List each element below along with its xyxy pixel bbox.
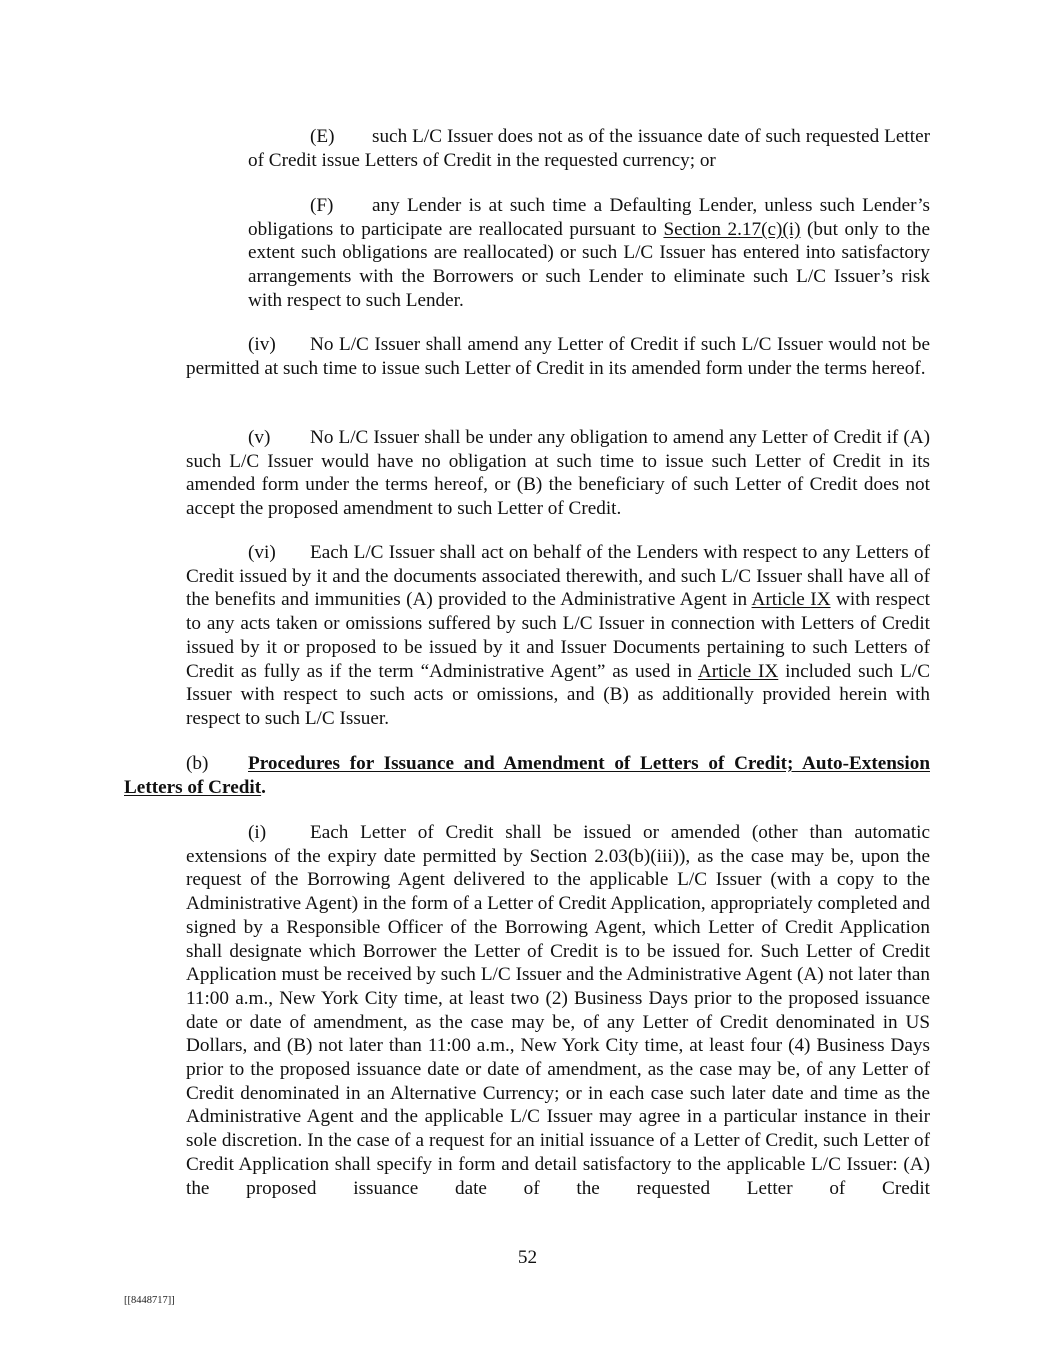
- clause-text: such L/C Issuer does not as of the issuance date of such requested Letter of Credit issue Letters of Credit in the requested currency; or: [248, 126, 930, 171]
- section-heading-text: Procedures for Issuance and Amendment of Letters of Credit; Auto-Extension Letters of Credit: [124, 753, 930, 798]
- clause-E: [248, 125, 930, 172]
- document-id: [[8448717]]: [124, 1295, 175, 1306]
- page-number: 52: [517, 1247, 538, 1268]
- clause-vi: [186, 541, 930, 731]
- clause-text: Each Letter of Credit shall be issued or amended (other than automatic extensions of the expiry date permitted by Section 2.03(b)(iii)), as the case may be, upon the request of the Borrowing Agent delivered to the applicable L/C Issuer (with a copy to the Administrative Agent) in the form of a Letter of Credit Application, appropriately completed and signed by a Responsible Officer of the Borrowing Agent, which Letter of Credit Application shall designate which Borrower the Letter of Credit is to be issued for. Such Letter of Credit Application must be received by such L/C Issuer and the Administrative Agent (A) not later than 11:00 a.m., New York City time, at least two (2) Business Days prior to the proposed issuance date or date of amendment, as the case may be, of any Letter of Credit denominated in US Dollars, and (B) not later than 11:00 a.m., New York City time, at least four (4) Business Days prior to the proposed issuance date or date of amendment, as the case may be, of any Letter of Credit denominated in an Alternative Currency; or in each case such later date and time as the Administrative Agent and the applicable L/C Issuer may agree in a particular instance in their sole discretion. In the case of a request for an initial issuance of a Letter of Credit, such Letter of Credit Application shall specify in form and detail satisfactory to the applicable L/C Issuer: (A) the proposed issuance date of the requested Letter of Credit: [186, 822, 930, 1199]
- clause-marker: (v): [248, 427, 271, 448]
- clause-marker: (vi): [248, 542, 276, 563]
- heading-period: .: [261, 776, 266, 798]
- article-reference-link[interactable]: Article IX: [697, 660, 779, 682]
- clause-text: No L/C Issuer shall amend any Letter of Credit if such L/C Issuer would not be permitted at such time to issue such Letter of Credit in its amended form under the terms hereof.: [186, 334, 930, 379]
- clause-text: Each L/C Issuer shall act on behalf of the Lenders with respect to any Letters of Credit issued by it and the documents associated therewith, and such L/C Issuer shall have all of the benefits and immunities (A) provided to the Administrative Agent in: [186, 542, 930, 611]
- clause-marker: (E): [310, 126, 335, 147]
- clause-iv: [186, 333, 930, 380]
- clause-marker: (iv): [248, 334, 276, 355]
- clause-text: with respect to any acts taken or omissions suffered by such L/C Issuer in connection with Letters of Credit issued by it or proposed to be issued by it and Issuer Documents pertaining to such Letters of Credit as fully as if the term “Administrative Agent” as used in: [186, 589, 930, 682]
- article-reference-link[interactable]: Article IX: [751, 589, 831, 611]
- section-marker: (b): [186, 753, 209, 774]
- section-heading-b: [124, 752, 930, 799]
- clause-v: [186, 426, 930, 521]
- clause-marker: (i): [248, 822, 267, 843]
- section-reference-link[interactable]: Section 2.17(c)(i): [663, 218, 801, 240]
- clause-i: [186, 821, 930, 1200]
- clause-marker: (F): [310, 195, 334, 216]
- clause-text: included such L/C Issuer with respect to such acts or omissions, and (B) as additionally provided herein with respect to such L/C Issuer.: [186, 660, 930, 729]
- clause-text: any Lender is at such time a Defaulting Lender, unless such Lender’s obligations to participate are reallocated pursuant to: [248, 195, 930, 240]
- clause-text: (but only to the extent such obligations are reallocated) or such L/C Issuer has entered into satisfactory arrangements with the Borrowers or such Lender to eliminate such L/C Issuer’s risk with respect to such Lender.: [248, 218, 931, 311]
- clause-text: No L/C Issuer shall be under any obligation to amend any Letter of Credit if (A) such L/C Issuer would have no obligation at such time to issue such Letter of Credit in its amended form under the terms hereof, or (B) the beneficiary of such Letter of Credit does not accept the proposed amendment to such Letter of Credit.: [186, 427, 930, 520]
- clause-F: [248, 194, 930, 313]
